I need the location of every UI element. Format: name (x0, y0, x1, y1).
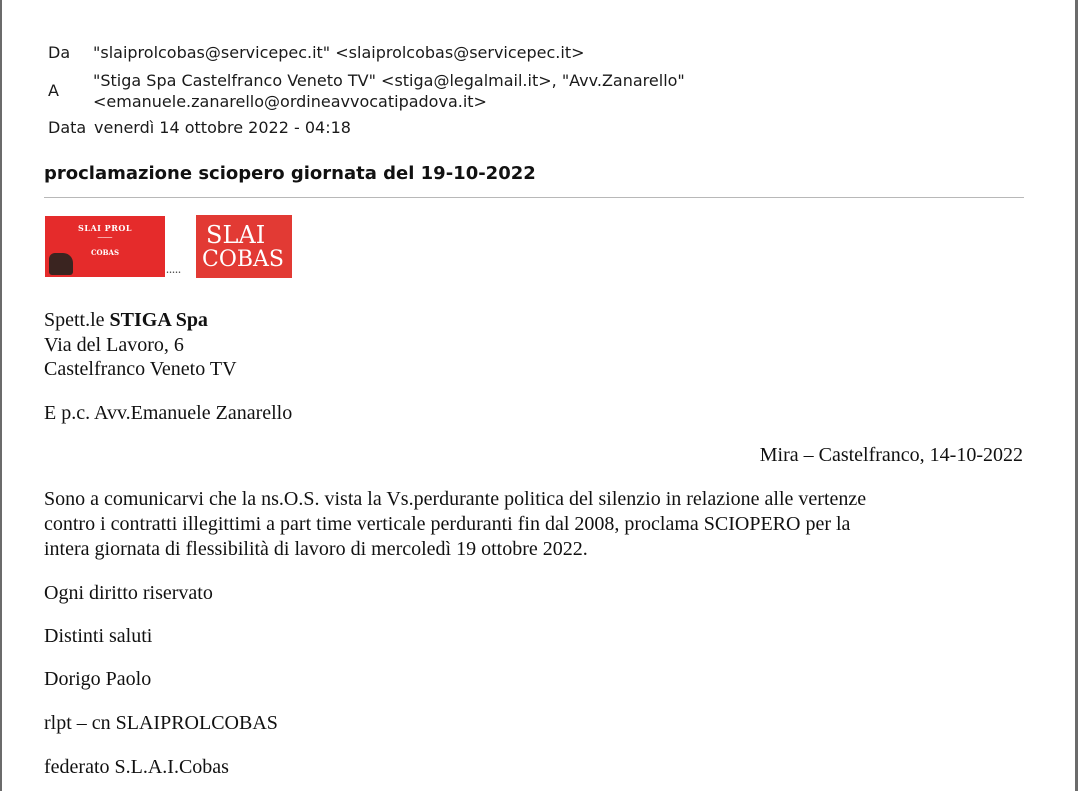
logo1-title: SLAI PROL (78, 223, 132, 233)
signature-name: Dorigo Paolo (44, 668, 152, 690)
recipient-name: STIGA Spa (109, 309, 208, 331)
date-value: venerdì 14 ottobre 2022 - 04:18 (94, 118, 351, 137)
to-value-line2[interactable]: <emanuele.zanarello@ordineavvocatipadova.it> (93, 92, 487, 111)
signature-role: rlpt – cn SLAIPROLCOBAS (44, 712, 278, 734)
recipient-line (44, 308, 208, 332)
logo2-line2: COBAS (202, 247, 284, 272)
cc-line: E p.c. Avv.Emanuele Zanarello (44, 402, 293, 424)
letter-body (44, 487, 1034, 562)
logo1-subtitle: COBAS (90, 248, 120, 257)
signature-federation: federato S.L.A.I.Cobas (44, 756, 229, 778)
date-label: Data (48, 118, 87, 137)
logo2-line1: SLAI (206, 221, 266, 249)
body-line1: Sono a comunicarvi che la ns.O.S. vista la Vs.perdurante politica del silenzio in relazione alle vertenze (44, 488, 867, 510)
slai-cobas-logo (196, 215, 292, 278)
body-line2: contro i contratti illegittimi a part time verticale perduranti fin dal 2008, proclama SCIOPERO per la (44, 513, 851, 535)
recipient-prefix: Spett.le (44, 309, 110, 331)
rights-line: Ogni diritto riservato (44, 582, 213, 604)
from-label: Da (48, 43, 71, 62)
fist-icon (49, 253, 73, 275)
logo-separator-mark: ••••• (166, 270, 182, 276)
address-line2: Castelfranco Veneto TV (44, 358, 237, 380)
body-line3: intera giornata di flessibilità di lavoro di mercoledì 19 ottobre 2022. (44, 538, 588, 560)
header-divider (44, 197, 1024, 198)
place-date: Mira – Castelfranco, 14-10-2022 (759, 444, 1023, 466)
closing-line: Distinti saluti (44, 625, 153, 647)
from-value[interactable]: "slaiprolcobas@servicepec.it" <slaiprolcobas@servicepec.it> (93, 43, 585, 62)
logo1-decoration: ━━━━━━ (97, 235, 113, 240)
email-subject: proclamazione sciopero giornata del 19-10-2022 (44, 163, 536, 184)
slai-prol-cobas-logo (45, 216, 165, 277)
to-value-line1[interactable]: "Stiga Spa Castelfranco Veneto TV" <stiga@legalmail.it>, "Avv.Zanarello" (93, 71, 685, 90)
to-label: A (48, 81, 59, 100)
address-line1: Via del Lavoro, 6 (44, 334, 184, 356)
